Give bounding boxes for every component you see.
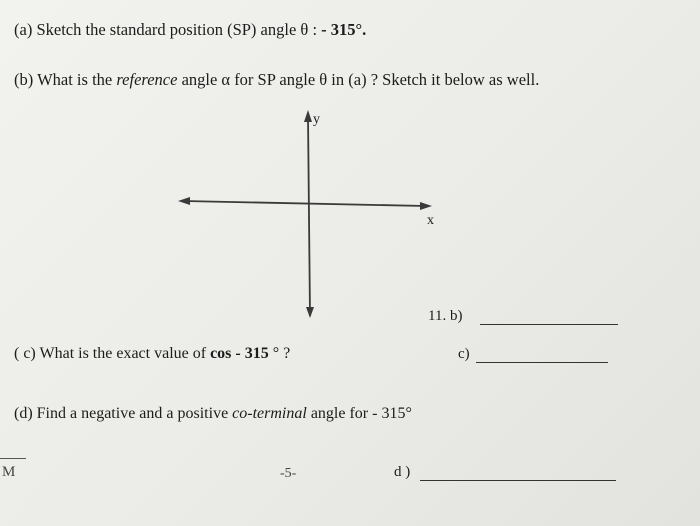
question-d [14, 405, 412, 423]
answer-b-label: 11. b) [428, 308, 463, 324]
page-number: -5- [280, 466, 297, 481]
y-axis-label: y [313, 112, 320, 127]
question-d-text-after: angle for - 315° [306, 405, 412, 422]
answer-d-label: d ) [394, 464, 411, 480]
x-axis-arrow-left-icon [178, 197, 190, 205]
question-c-text-after: ° ? [268, 345, 291, 362]
question-c-bold: cos - 315 [210, 345, 269, 362]
question-a-text: Sketch the standard position (SP) angle θ : [36, 20, 318, 39]
answer-c-label: c) [458, 346, 470, 362]
question-c [14, 345, 290, 363]
y-axis-arrow-down-icon [306, 307, 314, 318]
question-a-label: (a) [14, 20, 33, 39]
question-d-emphasis: co-terminal [232, 405, 307, 422]
y-axis-line [308, 116, 310, 316]
question-c-label: ( c) [14, 345, 36, 362]
answer-c-blank[interactable] [476, 362, 608, 363]
answer-d-blank[interactable] [420, 480, 616, 481]
question-c-text-before: What is the exact value of [39, 345, 211, 362]
question-a-value: - 315°. [321, 20, 367, 39]
y-axis-arrow-up-icon [304, 110, 312, 122]
question-b-text-before: What is the [37, 70, 117, 89]
question-b-text-after: angle α for SP angle θ in (a) ? Sketch it below as well. [177, 70, 540, 89]
x-axis-label: x [427, 213, 434, 228]
x-axis-arrow-right-icon [420, 202, 432, 210]
question-b-label: (b) [14, 70, 34, 89]
question-d-label: (d) [14, 405, 33, 422]
corner-rule [0, 458, 26, 459]
answer-b-blank[interactable] [480, 324, 618, 325]
corner-mark: M [2, 464, 16, 480]
question-b-emphasis: reference [116, 70, 178, 89]
x-axis-line [184, 201, 426, 206]
question-d-text-before: Find a negative and a positive [36, 405, 233, 422]
